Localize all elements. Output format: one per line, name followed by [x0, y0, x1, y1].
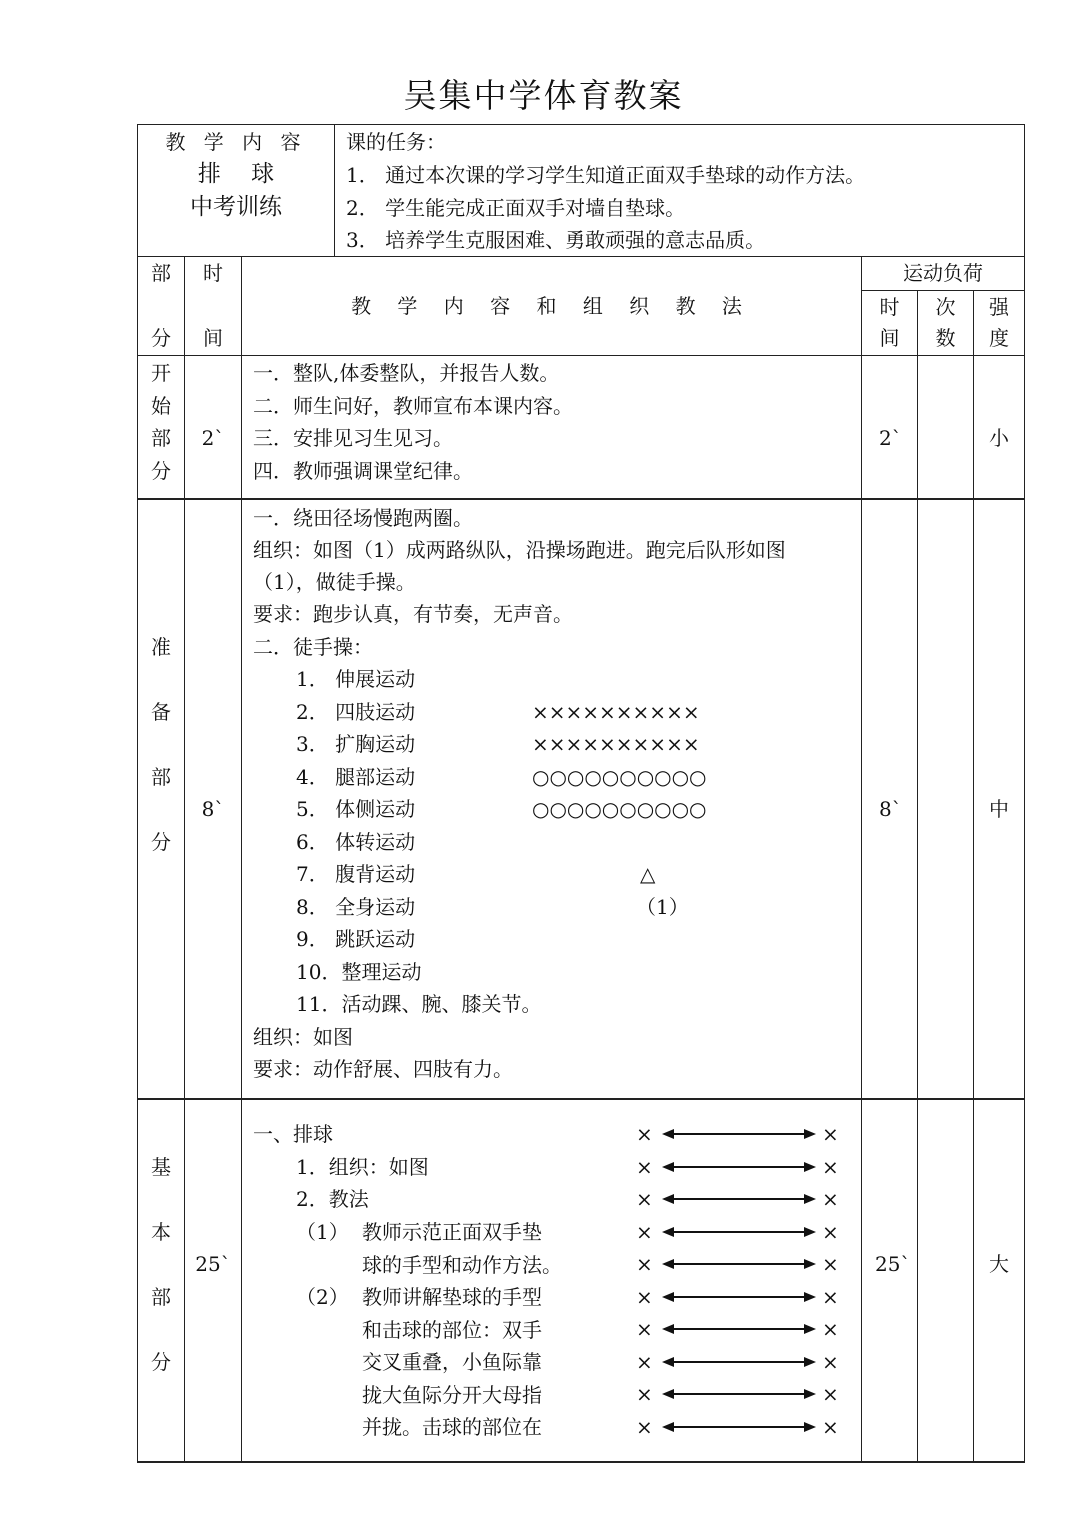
col-intensity-bottom: 度: [989, 326, 1009, 350]
method-text: 拢大鱼际分开大母指: [362, 1382, 542, 1407]
formation-row: ○○○○○○○○○○: [532, 765, 707, 789]
col-intensity-top: 强: [989, 295, 1009, 319]
content-label: 教 学 内 容: [165, 130, 307, 154]
exercise-item: 3． 扩胸运动: [296, 732, 416, 756]
exercise-item: 6． 体转运动: [296, 829, 416, 854]
arrow-left-icon: [662, 1389, 674, 1399]
arrow-right-icon: [804, 1324, 816, 1334]
pass-arrow: [672, 1296, 806, 1298]
content-line: 四．教师强调课堂纪律。: [253, 459, 473, 483]
col-load-time-bottom: 间: [879, 326, 900, 350]
section-time: 2`: [201, 426, 225, 450]
pass-arrow: [672, 1393, 806, 1395]
method-number: （1）: [296, 1220, 349, 1244]
arrow-right-icon: [804, 1129, 816, 1139]
content-line: 组织：如图（1）成两路纵队，沿操场跑进。跑完后队形如图: [253, 538, 786, 562]
arrow-left-icon: [662, 1227, 674, 1237]
part-char: 部: [151, 765, 171, 789]
content-line: 2．教法: [296, 1187, 369, 1211]
player-mark: ×: [636, 1284, 653, 1309]
part-char: 部: [151, 1285, 171, 1309]
content-line: （1），做徒手操。: [253, 570, 416, 594]
arrow-right-icon: [804, 1422, 816, 1432]
player-mark: ×: [636, 1317, 653, 1341]
method-text: 教师示范正面双手垫: [362, 1220, 542, 1244]
figure-label: （1）: [636, 895, 689, 919]
method-text: 球的手型和动作方法。: [362, 1252, 562, 1277]
part-char: 准: [151, 635, 171, 659]
method-text: 交叉重叠，小鱼际靠: [362, 1350, 542, 1374]
player-mark: ×: [636, 1252, 653, 1276]
lesson-topic: 中考训练: [190, 194, 282, 220]
page-title: 吴集中学体育教案: [403, 76, 684, 115]
formation-row: ××××××××××: [532, 732, 700, 756]
task-1: 1． 通过本次课的学习学生知道正面双手垫球的动作方法。: [346, 163, 866, 187]
exercise-item: 1． 伸展运动: [296, 667, 416, 691]
player-mark: ×: [636, 1154, 653, 1179]
intensity-value: 大: [989, 1252, 1009, 1276]
load-time: 25`: [875, 1252, 911, 1276]
exercise-item: 9． 跳跃运动: [296, 927, 416, 951]
pass-arrow: [672, 1426, 806, 1428]
player-mark: ×: [636, 1187, 653, 1211]
content-line: 组织：如图: [253, 1025, 353, 1049]
col-part-bottom: 分: [151, 326, 171, 350]
part-char: 开: [151, 361, 171, 385]
part-char: 分: [151, 459, 171, 483]
arrow-left-icon: [662, 1357, 674, 1367]
part-char: 备: [151, 700, 171, 724]
arrow-left-icon: [662, 1422, 674, 1432]
player-mark: ×: [822, 1414, 839, 1439]
arrow-left-icon: [662, 1324, 674, 1334]
col-count-bottom: 数: [935, 326, 956, 350]
player-mark: ×: [822, 1284, 839, 1309]
exercise-item: 8． 全身运动: [296, 894, 416, 919]
content-line: 一、排球: [253, 1122, 333, 1146]
pass-arrow: [672, 1328, 806, 1330]
player-mark: ×: [636, 1219, 653, 1244]
task-title: 课的任务：: [346, 130, 446, 154]
player-mark: ×: [822, 1252, 839, 1276]
load-time: 2`: [879, 426, 902, 450]
col-content: 教 学 内 容 和 组 织 教 法: [351, 294, 752, 318]
method-text: 并拢。击球的部位在: [362, 1415, 542, 1439]
player-mark: ×: [822, 1154, 839, 1179]
exercise-item: 7． 腹背运动: [296, 862, 416, 886]
arrow-right-icon: [804, 1227, 816, 1237]
pass-arrow: [672, 1263, 806, 1265]
section-time: 8`: [201, 797, 225, 821]
exercise-item: 11．活动踝、腕、膝关节。: [296, 992, 542, 1016]
player-mark: ×: [822, 1187, 839, 1211]
part-char: 始: [151, 394, 171, 418]
load-time: 8`: [879, 797, 902, 821]
intensity-value: 中: [989, 797, 1009, 821]
content-line: 要求：跑步认真，有节奏，无声音。: [253, 602, 573, 626]
col-count-top: 次: [935, 295, 956, 319]
player-mark: ×: [822, 1122, 839, 1146]
player-mark: ×: [636, 1122, 653, 1146]
sport-name: 排 球: [197, 161, 275, 187]
col-load: 运动负荷: [903, 261, 983, 285]
content-line: 1．组织：如图: [296, 1155, 429, 1179]
player-mark: ×: [636, 1349, 653, 1374]
player-mark: ×: [636, 1382, 653, 1406]
arrow-right-icon: [804, 1259, 816, 1269]
arrow-right-icon: [804, 1162, 816, 1172]
pass-arrow: [672, 1166, 806, 1168]
section-time: 25`: [195, 1252, 231, 1276]
part-char: 基: [151, 1155, 171, 1179]
pass-arrow: [672, 1361, 806, 1363]
player-mark: ×: [822, 1219, 839, 1244]
task-3: 3． 培养学生克服困难、勇敢顽强的意志品质。: [346, 228, 766, 252]
pass-arrow: [672, 1198, 806, 1200]
arrow-left-icon: [662, 1259, 674, 1269]
col-part-top: 部: [151, 261, 171, 285]
exercise-item: 10．整理运动: [296, 959, 422, 984]
arrow-right-icon: [804, 1357, 816, 1367]
content-line: 一．整队,体委整队，并报告人数。: [253, 361, 560, 385]
formation-row: ××××××××××: [532, 700, 700, 724]
player-mark: ×: [822, 1349, 839, 1374]
intensity-value: 小: [989, 426, 1009, 450]
col-time-bottom: 间: [203, 326, 223, 350]
task-2: 2． 学生能完成正面双手对墙自垫球。: [346, 196, 686, 220]
method-text: 教师讲解垫球的手型: [362, 1285, 542, 1309]
arrow-left-icon: [662, 1194, 674, 1204]
player-mark: ×: [636, 1414, 653, 1439]
content-line: 一．绕田径场慢跑两圈。: [253, 506, 473, 530]
pass-arrow: [672, 1133, 806, 1135]
exercise-item: 2． 四肢运动: [296, 699, 416, 724]
arrow-left-icon: [662, 1129, 674, 1139]
content-line: 二．徒手操：: [253, 635, 373, 659]
content-line: 二．师生问好，教师宣布本课内容。: [253, 394, 573, 418]
content-line: 三．安排见习生见习。: [253, 426, 453, 450]
part-char: 分: [151, 830, 171, 854]
teacher-mark: △: [640, 862, 656, 886]
method-number: （2）: [296, 1285, 349, 1309]
exercise-item: 5． 体侧运动: [296, 797, 416, 821]
formation-row: ○○○○○○○○○○: [532, 797, 707, 821]
part-char: 分: [151, 1350, 171, 1374]
arrow-right-icon: [804, 1194, 816, 1204]
method-text: 和击球的部位：双手: [362, 1317, 542, 1342]
col-load-time-top: 时: [879, 295, 900, 319]
exercise-item: 4． 腿部运动: [296, 764, 416, 789]
arrow-left-icon: [662, 1292, 674, 1302]
part-char: 部: [151, 426, 171, 450]
arrow-left-icon: [662, 1162, 674, 1172]
col-time-top: 时: [203, 261, 223, 285]
arrow-right-icon: [804, 1292, 816, 1302]
arrow-right-icon: [804, 1389, 816, 1399]
content-line: 要求：动作舒展、四肢有力。: [253, 1057, 513, 1081]
pass-arrow: [672, 1231, 806, 1233]
part-char: 本: [151, 1220, 171, 1244]
player-mark: ×: [822, 1317, 839, 1341]
player-mark: ×: [822, 1382, 839, 1406]
